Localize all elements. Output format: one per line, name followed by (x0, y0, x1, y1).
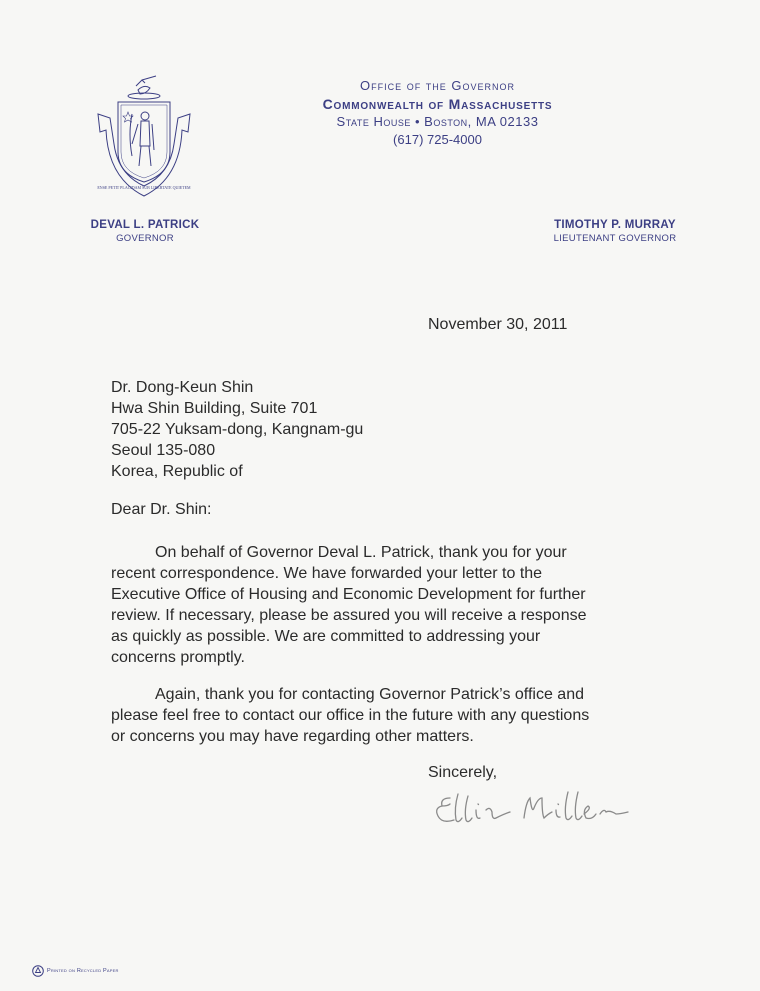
governor-block (80, 218, 210, 245)
governor-name: DEVAL L. PATRICK (90, 219, 200, 231)
body-paragraph-2 (111, 684, 651, 747)
paragraph-line: or concerns you may have regarding other matters. (111, 728, 474, 745)
massachusetts-seal-icon (92, 74, 196, 200)
footer (32, 965, 119, 977)
closing: Sincerely, (428, 764, 498, 781)
address-line: Hwa Shin Building, Suite 701 (111, 400, 318, 417)
paragraph-line: please feel free to contact our office in the future with any questions (111, 707, 590, 724)
address-line: Dr. Dong-Keun Shin (111, 379, 254, 396)
recipient-address (111, 377, 363, 482)
office-title: Office of the Governor (359, 78, 516, 93)
lt-governor-title: LIEUTENANT GOVERNOR (553, 233, 677, 244)
commonwealth-title: Commonwealth of Massachusetts (322, 96, 553, 112)
office-phone: (617) 725-4000 (393, 132, 482, 147)
paragraph-line: Again, thank you for contacting Governor Patrick’s office and (155, 686, 584, 703)
footer-text: Printed on Recycled Paper (47, 968, 119, 974)
letter-date: November 30, 2011 (428, 316, 568, 333)
office-address: State House • Boston, MA 02133 (336, 114, 539, 129)
body-paragraph-1 (111, 542, 651, 668)
governor-title: GOVERNOR (116, 233, 174, 244)
address-line: Korea, Republic of (111, 463, 243, 480)
lt-governor-name: TIMOTHY P. MURRAY (554, 219, 676, 231)
svg-text:ENSE PETIT PLACIDAM SUB LIBERT: ENSE PETIT PLACIDAM SUB LIBERTATE QUIETEM (97, 185, 191, 190)
address-line: 705-22 Yuksam-dong, Kangnam-gu (111, 421, 364, 438)
paragraph-line: recent correspondence. We have forwarded your letter to the (111, 565, 543, 582)
paragraph-line: as quickly as possible. We are committed to addressing your (111, 628, 541, 645)
letterhead-office (300, 77, 575, 149)
address-line: Seoul 135-080 (111, 442, 216, 459)
paragraph-line: On behalf of Governor Deval L. Patrick, thank you for your (155, 544, 567, 561)
signature-icon (420, 784, 640, 832)
paragraph-line: concerns promptly. (111, 649, 245, 666)
salutation: Dear Dr. Shin: (111, 501, 212, 518)
recycle-icon (32, 965, 44, 977)
paragraph-line: review. If necessary, please be assured you will receive a response (111, 607, 587, 624)
paragraph-line: Executive Office of Housing and Economic Development for further (111, 586, 586, 603)
lt-governor-block (535, 218, 695, 245)
